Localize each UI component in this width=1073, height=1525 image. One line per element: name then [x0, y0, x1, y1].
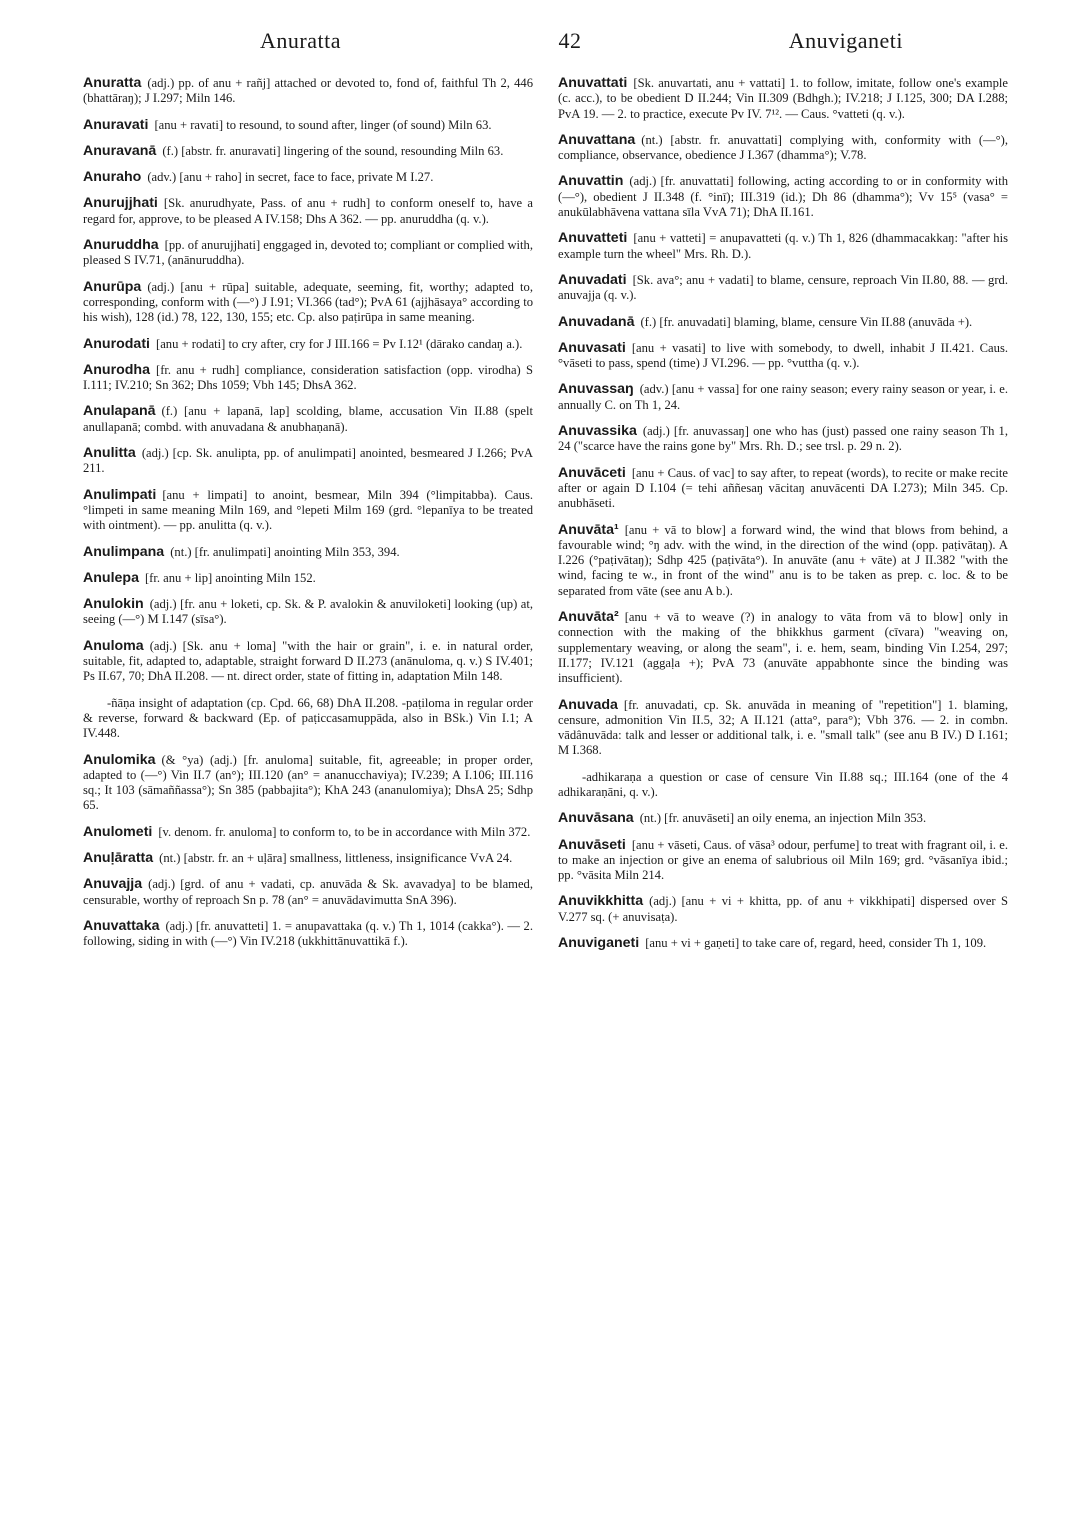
dictionary-entry: [558, 231, 1008, 262]
definition: (adj.) [fr. anuvassaŋ] one who has (just) passed one rainy season Th 1, 24 ("scarce have the rains gone by" Mrs. Rh. D.; see trsl. p. 29 n. 2).: [558, 424, 1008, 454]
dictionary-entry: [558, 894, 1008, 925]
headword: Anuvāceti: [558, 464, 626, 481]
definition: (adj.) [fr. anuvatteti] 1. = anupavattaka (q. v.) Th 1, 1014 (cakka°). — 2. following, siding in with (—°) Vin IV.218 (ukkhittānuvattikā f.).: [83, 918, 533, 949]
dictionary-entry: [83, 76, 533, 107]
dictionary-entry: [558, 523, 1008, 599]
headword: Anuvāsana: [558, 810, 634, 827]
definition: [Sk. anurudhyate, Pass. of anu + rudh] to conform oneself to, have a regard for, approve, to be pleased A IV.158; Dhs A 362. — pp. anuruddha (q. v.).: [83, 196, 533, 226]
dictionary-entry: [83, 639, 533, 685]
dictionary-entry: [558, 133, 1008, 164]
definition: (nt.) [fr. anulimpati] anointing Miln 353, 394.: [170, 544, 400, 559]
headword: Anulapanā: [83, 403, 156, 420]
definition: (& °ya) (adj.) [fr. anuloma] suitable, fit, agreeable; in proper order, adapted to (—°) Vin II.7 (an°); III.120 (an° = ananucchaviya); IV.239; A I.106; III.116 sq.; It 103 (sāmaññassa°); Sn 385 (pabbajita°); KhA 243 (ananulomiya); DhsA 25; Sdhp 65.: [83, 752, 533, 813]
dictionary-entry: [83, 118, 533, 133]
dictionary-entry: [83, 446, 533, 477]
headword: Anuvatteti: [558, 230, 628, 247]
headword: Anulomika: [83, 751, 156, 768]
definition: (f.) [fr. anuvadati] blaming, blame, censure Vin II.88 (anuvāda +).: [640, 314, 973, 329]
headword: Anulimpana: [83, 543, 165, 560]
headword: Anurūpa: [83, 278, 142, 295]
page-header: [60, 28, 1013, 68]
definition: [anu + vā to blow] a forward wind, the wind that blows from behind, a favourable wind; °ŋ adv. with the wind, in the direction of the wind (opp. paṭivātaŋ). A I.226 (°paṭivātaŋ); Sdhp 425 (paṭivāta°). In anuvāte (anu + vāte) at J II.382 "with the wind, facing te w., in front of the wind" anu is to be taken as prep. c. loc. & to be separated from vāte (see anu A b.).: [558, 522, 1008, 598]
headword: Anulepa: [83, 569, 139, 586]
headword: Anuvāta²: [558, 609, 619, 626]
headword: Anuvikkhitta: [558, 893, 644, 910]
sub-entry: -ñāṇa insight of adaptation (cp. Cpd. 66, 68) DhA II.208. -paṭiloma in regular order & reverse, forward & backward (Ep. of paṭiccasamuppāda, also in BSk.) Vin I.1; A IV.448.: [83, 695, 533, 741]
headword: Anuravati: [83, 116, 149, 133]
dictionary-entry: [83, 170, 533, 185]
headword: Anuḷāratta: [83, 849, 154, 866]
dictionary-entry: [558, 76, 1008, 122]
definition: (adj.) [Sk. anu + loma] "with the hair or grain", i. e. in natural order, suitable, fit, adapted to, adaptable, straight forward D II.273 (anānuloma, q. v.) S IV.401; Ps II.67, 70; DhA II.208. — nt. direct order, state of fitting in, adaptation Miln 148.: [83, 638, 533, 684]
headword: Anuvattin: [558, 173, 624, 190]
headword: Anuvāseti: [558, 836, 626, 853]
headword: Anuvasati: [558, 339, 626, 356]
definition: (adj.) [anu + rūpa] suitable, adequate, seeming, fit, worthy; adapted to, corresponding, conform with (—°) J I.91; VI.366 (tad°); PvA 61 (ajjhāsaya° according to his wish), 128 (id.) 78, 122, 130, 155; etc. Cp. also paṭirūpa in same meaning.: [83, 279, 533, 325]
definition: [anu + vā to weave (?) in analogy to vāta from vā to blow] only in connection with the making of the bhikkhus garment (cīvara) "weaving on, supplementary weaving, or along the seam", i. e. hem, seam, binding Vin I.254, 297; II.177; IV.121 (aggaḷa +); PvA 73 (anuvāte appabhonte since the binding was insufficient).: [558, 610, 1008, 686]
definition: [fr. anu + rudh] compliance, consideration satisfaction (opp. virodha) S I.111; IV.210; Sn 362; Dhs 1059; Vbh 145; DhsA 362.: [83, 362, 533, 393]
dictionary-entry: [83, 280, 533, 326]
dictionary-entry: [83, 597, 533, 628]
definition: (adj.) pp. of anu + rañj] attached or devoted to, fond of, faithful Th 2, 446 (bhattāraŋ); J I.297; Miln 146.: [83, 76, 533, 106]
headword: Anuratta: [83, 75, 142, 91]
definition: [Sk. ava°; anu + vadati] to blame, censure, reproach Vin II.80, 88. — grd. anuvajja (q. v.).: [558, 272, 1008, 303]
headword: Anuvāta¹: [558, 521, 619, 538]
headword: Anurodha: [83, 361, 150, 378]
left-column: [83, 76, 533, 960]
dictionary-entry: [558, 811, 1008, 826]
dictionary-entry: [558, 341, 1008, 372]
headword: Anuvattati: [558, 75, 628, 91]
definition: (nt.) [fr. anuvāseti] an oily enema, an injection Miln 353.: [639, 811, 927, 826]
dictionary-entry: [558, 838, 1008, 884]
definition: (adv.) [anu + vassa] for one rainy season; every rainy season or year, i. e. annually C. on Th 1, 24.: [558, 382, 1008, 412]
definition: [anu + vatteti] = anupavatteti (q. v.) Th 1, 826 (dhammacakkaŋ: "after his example turn the wheel" Mrs. Rh. D.).: [558, 231, 1008, 261]
headword: Anuloma: [83, 637, 144, 654]
headword: Anuvajja: [83, 876, 143, 893]
dictionary-entry: [83, 851, 533, 866]
dictionary-entry: [83, 545, 533, 560]
headword: Anulitta: [83, 445, 136, 462]
definition: (nt.) [abstr. fr. anuvattati] complying with, conformity with (—°), compliance, observance, obedience J I.367 (dhamma°); V.78.: [558, 132, 1008, 163]
dictionary-entry: [558, 382, 1008, 413]
dictionary-entry: [558, 610, 1008, 686]
headword: Anuvassaŋ: [558, 381, 634, 398]
definition: [v. denom. fr. anuloma] to conform to, to be in accordance with Miln 372.: [158, 824, 531, 839]
definition: [fr. anu + lip] anointing Miln 152.: [144, 570, 316, 585]
definition: [anu + limpati] to anoint, besmear, Miln 394 (°limpitabba). Caus. °limpeti in same meaning Miln 169, and °lepeti Milm 169 (grd. °lepanīya to be treated with ointment). — pp. anulitta (q. v.).: [83, 487, 533, 533]
dictionary-entry: [558, 174, 1008, 220]
dictionary-entry: [558, 315, 1008, 330]
headword: Anulimpati: [83, 486, 157, 503]
headword: Anurujjhati: [83, 195, 158, 212]
definition: [anu + vi + gaṇeti] to take care of, regard, heed, consider Th 1, 109.: [645, 936, 987, 951]
page-number: 42: [558, 28, 582, 53]
definition: (adj.) [fr. anu + loketi, cp. Sk. & P. avalokin & anuviloketi] looking (up) at, seeing (—°) M I.147 (sīsa°).: [83, 597, 533, 627]
dictionary-entry: [558, 273, 1008, 304]
dictionary-entry: [83, 488, 533, 534]
definition: [fr. anuvadati, cp. Sk. anuvāda in meaning of "repetition"] 1. blaming, censure, admonition Vin II.5, 32; A II.121 (atta°, para°); Vbh 376. — 2. in combn. vādânuvāda: talk and lesser or additional talk, i. e. "small talk" (see anu B IV.) D I.161; M I.368.: [558, 697, 1008, 758]
headword: Anuvattana: [558, 131, 636, 148]
dictionary-entry: [83, 238, 533, 269]
definition: (f.) [abstr. fr. anuravati] lingering of the sound, resounding Miln 63.: [162, 143, 504, 158]
sub-entry: -adhikaraṇa a question or case of censure Vin II.88 sq.; III.164 (one of the 4 adhikaraṇāni, q. v.).: [558, 769, 1008, 799]
dictionary-entry: [83, 337, 533, 352]
headword: Anuvassika: [558, 423, 637, 440]
definition: [anu + vasati] to live with somebody, to dwell, inhabit J II.421. Caus. °vāseti to pass, spend (time) J VI.296. — pp. °vuttha (q. v.).: [558, 340, 1008, 371]
dictionary-entry: [83, 571, 533, 586]
dictionary-entry: [558, 936, 1008, 951]
definition: [pp. of anurujjhati] enggaged in, devoted to; compliant or complied with, pleased S IV.71, (anānuruddha).: [83, 238, 533, 268]
definition: (adj.) [anu + vi + khitta, pp. of anu + vikkhipati] dispersed over S V.277 sq. (+ anuvisaṭa).: [558, 894, 1008, 924]
definition: (nt.) [abstr. fr. an + uḷāra] smallness, littleness, insignificance VvA 24.: [159, 850, 513, 865]
definition: [Sk. anuvartati, anu + vattati] 1. to follow, imitate, follow one's example (c. acc.), to be obedient D II.244; Vin II.309 (Bdhgh.); IV.218; J I.125, 300; DA I.288; PvA 19. — 2. to practice, execute Pv IV. 7¹². — Caus. °vatteti (q. v.).: [558, 76, 1008, 121]
definition: (adj.) [fr. anuvattati] following, acting according to or in conformity with (—°), obedient J II.348 (f. °inī); III.319 (id.); Dh 86 (dhamma°); Vv 15⁵ (vasa° = anukūlabhāvena vattana sīla VvA 71); DhA II.161.: [558, 174, 1008, 220]
definition: [anu + Caus. of vac] to say after, to repeat (words), to recite or make recite after or again D I.104 (= tehi aññesaŋ vācitaŋ anuvācenti DA I.273); Miln 345. Cp. anubhāseti.: [558, 465, 1008, 511]
definition: [anu + ravati] to resound, to sound after, linger (of sound) Miln 63.: [154, 117, 492, 132]
definition: (f.) [anu + lapanā, lap] scolding, blame, accusation Vin II.88 (spelt anullapanā; combd. with anuvadana & anubhaṇanā).: [83, 404, 533, 434]
headword: Anuviganeti: [558, 935, 640, 952]
header-right-guideword: Anuviganeti: [788, 28, 903, 53]
dictionary-entry: [83, 196, 533, 227]
dictionary-entry: [558, 466, 1008, 512]
headword: Anuvattaka: [83, 917, 160, 934]
dictionary-entry: [83, 825, 533, 840]
dictionary-entry: [558, 698, 1008, 759]
definition: (adj.) [grd. of anu + vadati, cp. anuvāda & Sk. avavadya] to be blamed, censurable, worthy of reproach Sn p. 78 (an° = anuvādavimutta SnA 396).: [83, 877, 533, 907]
headword: Anuravanā: [83, 142, 157, 159]
dictionary-entry: [83, 363, 533, 394]
dictionary-entry: [83, 144, 533, 159]
headword: Anuvada: [558, 696, 618, 713]
dictionary-entry: [83, 919, 533, 950]
definition: (adj.) [cp. Sk. anulipta, pp. of anulimpati] anointed, besmeared J I.266; PvA 211.: [83, 446, 533, 476]
headword: Anuvadati: [558, 271, 627, 288]
headword: Anurodati: [83, 335, 150, 352]
header-left-guideword: Anuratta: [260, 28, 341, 53]
headword: Anuraho: [83, 169, 142, 186]
headword: Anulokin: [83, 596, 144, 613]
headword: Anuruddha: [83, 237, 159, 254]
headword: Anuvadanā: [558, 313, 635, 330]
dictionary-entry: [83, 404, 533, 435]
headword: Anulometi: [83, 823, 153, 840]
definition: [anu + rodati] to cry after, cry for J III.166 = Pv I.12¹ (dārako candaŋ a.).: [156, 336, 523, 351]
right-column: [558, 76, 1008, 962]
dictionary-entry: [558, 424, 1008, 455]
definition: (adv.) [anu + raho] in secret, face to face, private M I.27.: [147, 170, 434, 185]
dictionary-entry: [83, 753, 533, 814]
dictionary-entry: [83, 877, 533, 908]
definition: [anu + vāseti, Caus. of vāsa³ odour, perfume] to treat with fragrant oil, i. e. to make an injection or give an enema of salubrious oil Miln 169; grd. °vāsanīya ibid.; pp. °vāsita Miln 214.: [558, 837, 1008, 883]
